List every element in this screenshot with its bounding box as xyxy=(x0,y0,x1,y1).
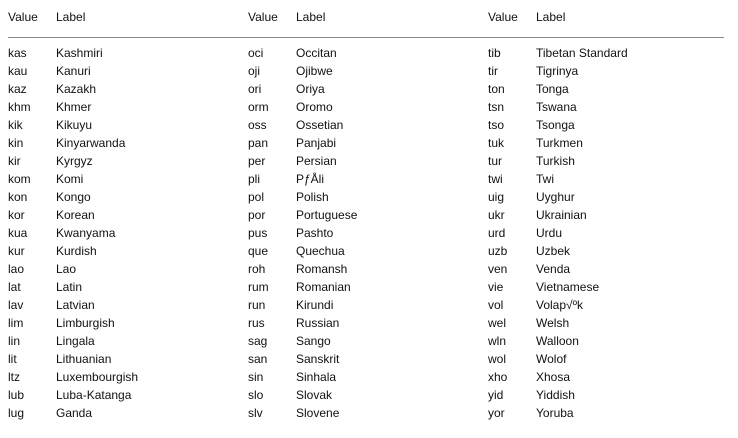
table-row xyxy=(248,350,488,368)
cell-label: Sinhala xyxy=(296,370,337,384)
header-value: Value xyxy=(248,10,278,24)
cell-value: kur xyxy=(8,244,25,258)
cell-label: Luxembourgish xyxy=(56,370,139,384)
cell-value: wln xyxy=(488,334,507,348)
cell-value: kor xyxy=(8,208,25,222)
cell-value: khm xyxy=(8,100,31,114)
cell-label: Khmer xyxy=(56,100,92,114)
table-row xyxy=(488,134,728,152)
cell-value: wol xyxy=(488,352,507,366)
cell-label: Romanian xyxy=(296,280,351,294)
header-label: Label xyxy=(56,10,86,24)
table-row xyxy=(8,368,248,386)
cell-label: Lingala xyxy=(56,334,95,348)
table-row xyxy=(8,206,248,224)
cell-label: Venda xyxy=(536,262,571,276)
cell-value: sag xyxy=(248,334,268,348)
cell-label: Romansh xyxy=(296,262,348,276)
table-row xyxy=(488,350,728,368)
cell-label: Korean xyxy=(56,208,95,222)
cell-value: lao xyxy=(8,262,25,276)
cell-value: urd xyxy=(488,226,506,240)
cell-label: Kurdish xyxy=(56,244,97,258)
table-row xyxy=(8,80,248,98)
cell-label: Welsh xyxy=(536,316,570,330)
table-row xyxy=(248,206,488,224)
table-row xyxy=(8,332,248,350)
table-row xyxy=(8,188,248,206)
table-row xyxy=(8,44,248,62)
table-row xyxy=(8,224,248,242)
table-row xyxy=(488,170,728,188)
cell-value: orm xyxy=(248,100,269,114)
table-row xyxy=(8,350,248,368)
cell-label: Yoruba xyxy=(536,406,574,420)
cell-label: Tswana xyxy=(536,100,577,114)
table-row xyxy=(248,278,488,296)
table-row xyxy=(488,260,728,278)
cell-label: Uyghur xyxy=(536,190,575,204)
table-row xyxy=(248,62,488,80)
table-row xyxy=(248,386,488,404)
table-row xyxy=(248,296,488,314)
cell-value: kua xyxy=(8,226,28,240)
table-row xyxy=(488,62,728,80)
cell-value: kin xyxy=(8,136,24,150)
cell-label: Limburgish xyxy=(56,316,115,330)
cell-label: Occitan xyxy=(296,46,337,60)
table-column-2 xyxy=(248,8,488,420)
table-row xyxy=(248,404,488,422)
cell-label: Portuguese xyxy=(296,208,358,222)
table-row xyxy=(8,62,248,80)
cell-value: lin xyxy=(8,334,21,348)
cell-value: xho xyxy=(488,370,508,384)
cell-value: ltz xyxy=(8,370,20,384)
cell-value: oss xyxy=(248,118,267,132)
cell-value: kik xyxy=(8,118,23,132)
table-row xyxy=(8,260,248,278)
cell-value: uig xyxy=(488,190,505,204)
cell-value: lub xyxy=(8,388,25,402)
table-row xyxy=(248,260,488,278)
cell-label: Polish xyxy=(296,190,329,204)
table-row xyxy=(8,116,248,134)
cell-value: pus xyxy=(248,226,268,240)
table-row xyxy=(8,134,248,152)
cell-value: ori xyxy=(248,82,262,96)
cell-label: Urdu xyxy=(536,226,563,240)
column-header xyxy=(488,8,728,26)
cell-value: kas xyxy=(8,46,27,60)
cell-label: Kikuyu xyxy=(56,118,93,132)
cell-label: Kongo xyxy=(56,190,91,204)
cell-value: pan xyxy=(248,136,269,150)
table-row xyxy=(8,278,248,296)
table-row xyxy=(8,296,248,314)
cell-label: Volap√ºk xyxy=(536,298,583,312)
cell-label: Xhosa xyxy=(536,370,571,384)
cell-label: Tigrinya xyxy=(536,64,579,78)
cell-value: ukr xyxy=(488,208,505,222)
cell-value: vol xyxy=(488,298,504,312)
table-row xyxy=(488,332,728,350)
cell-label: Luba-Katanga xyxy=(56,388,132,402)
table-row xyxy=(8,242,248,260)
cell-label: Persian xyxy=(296,154,337,168)
header-label: Label xyxy=(296,10,326,24)
cell-value: kau xyxy=(8,64,28,78)
table-row xyxy=(488,98,728,116)
table-row xyxy=(488,116,728,134)
cell-value: slo xyxy=(248,388,264,402)
cell-value: oci xyxy=(248,46,264,60)
table-row xyxy=(248,332,488,350)
cell-label: Vietnamese xyxy=(536,280,600,294)
cell-label: Ukrainian xyxy=(536,208,587,222)
cell-value: por xyxy=(248,208,266,222)
cell-value: kaz xyxy=(8,82,27,96)
cell-value: tib xyxy=(488,46,501,60)
table-row xyxy=(248,242,488,260)
table-column-3 xyxy=(488,8,728,420)
cell-label: Oriya xyxy=(296,82,325,96)
cell-value: que xyxy=(248,244,269,258)
cell-label: Russian xyxy=(296,316,340,330)
cell-value: san xyxy=(248,352,268,366)
cell-value: rus xyxy=(248,316,265,330)
cell-value: lit xyxy=(8,352,17,366)
cell-label: PƒÅli xyxy=(296,172,325,186)
table-row xyxy=(488,224,728,242)
cell-label: Wolof xyxy=(536,352,567,366)
column-header xyxy=(8,8,248,26)
cell-label: Uzbek xyxy=(536,244,571,258)
cell-value: vie xyxy=(488,280,504,294)
cell-label: Kinyarwanda xyxy=(56,136,126,150)
cell-value: roh xyxy=(248,262,266,276)
cell-label: Turkmen xyxy=(536,136,583,150)
table-body xyxy=(488,44,728,422)
table-column-1 xyxy=(8,8,248,420)
cell-label: Yiddish xyxy=(536,388,575,402)
cell-label: Tsonga xyxy=(536,118,575,132)
table-row xyxy=(8,314,248,332)
table-row xyxy=(488,368,728,386)
cell-label: Latvian xyxy=(56,298,95,312)
table-row xyxy=(8,404,248,422)
cell-value: slv xyxy=(248,406,263,420)
cell-label: Quechua xyxy=(296,244,345,258)
cell-value: per xyxy=(248,154,266,168)
cell-label: Kashmiri xyxy=(56,46,103,60)
cell-label: Kanuri xyxy=(56,64,91,78)
cell-value: rum xyxy=(248,280,269,294)
cell-label: Lithuanian xyxy=(56,352,112,366)
table-row xyxy=(8,152,248,170)
table-body xyxy=(248,44,488,422)
cell-value: pli xyxy=(248,172,261,186)
cell-value: tsn xyxy=(488,100,505,114)
cell-label: Sanskrit xyxy=(296,352,340,366)
cell-label: Tonga xyxy=(536,82,569,96)
table-row xyxy=(248,44,488,62)
cell-value: yid xyxy=(488,388,504,402)
table-row xyxy=(488,242,728,260)
column-header xyxy=(248,8,488,26)
cell-label: Kyrgyz xyxy=(56,154,93,168)
header-value: Value xyxy=(488,10,518,24)
table-body xyxy=(8,44,248,422)
table-row xyxy=(488,278,728,296)
cell-label: Ojibwe xyxy=(296,64,333,78)
cell-label: Turkish xyxy=(536,154,575,168)
cell-value: wel xyxy=(488,316,507,330)
cell-value: pol xyxy=(248,190,265,204)
cell-label: Kwanyama xyxy=(56,226,116,240)
cell-label: Slovak xyxy=(296,388,333,402)
cell-value: tso xyxy=(488,118,505,132)
table-row xyxy=(8,98,248,116)
cell-value: lav xyxy=(8,298,24,312)
cell-value: ton xyxy=(488,82,505,96)
table-row xyxy=(488,206,728,224)
table-row xyxy=(488,188,728,206)
cell-label: Lao xyxy=(56,262,77,276)
cell-value: lat xyxy=(8,280,21,294)
cell-value: tuk xyxy=(488,136,505,150)
cell-value: yor xyxy=(488,406,505,420)
table-row xyxy=(248,80,488,98)
cell-label: Ossetian xyxy=(296,118,344,132)
cell-label: Kazakh xyxy=(56,82,97,96)
cell-label: Ganda xyxy=(56,406,93,420)
table-row xyxy=(488,296,728,314)
cell-value: run xyxy=(248,298,266,312)
cell-value: uzb xyxy=(488,244,508,258)
table-row xyxy=(248,98,488,116)
cell-label: Sango xyxy=(296,334,331,348)
cell-value: ven xyxy=(488,262,508,276)
table-row xyxy=(488,152,728,170)
cell-value: kon xyxy=(8,190,28,204)
cell-value: oji xyxy=(248,64,261,78)
table-row xyxy=(488,404,728,422)
table-row xyxy=(488,80,728,98)
table-row xyxy=(248,134,488,152)
cell-value: kom xyxy=(8,172,31,186)
table-row xyxy=(248,368,488,386)
cell-label: Tibetan Standard xyxy=(536,46,628,60)
table-row xyxy=(248,188,488,206)
cell-label: Latin xyxy=(56,280,83,294)
cell-label: Oromo xyxy=(296,100,333,114)
cell-value: sin xyxy=(248,370,264,384)
table-row xyxy=(8,170,248,188)
cell-label: Twi xyxy=(536,172,554,186)
table-row xyxy=(488,386,728,404)
cell-label: Kirundi xyxy=(296,298,334,312)
cell-value: lug xyxy=(8,406,25,420)
table-row xyxy=(488,314,728,332)
table-row xyxy=(248,224,488,242)
table-row xyxy=(248,314,488,332)
header-label: Label xyxy=(536,10,566,24)
table-row xyxy=(8,386,248,404)
cell-value: tur xyxy=(488,154,503,168)
table-row xyxy=(248,152,488,170)
cell-label: Panjabi xyxy=(296,136,337,150)
table-row xyxy=(488,44,728,62)
table-row xyxy=(248,116,488,134)
cell-label: Pashto xyxy=(296,226,334,240)
cell-value: twi xyxy=(488,172,503,186)
table-row xyxy=(248,170,488,188)
cell-value: lim xyxy=(8,316,24,330)
header-value: Value xyxy=(8,10,38,24)
cell-label: Slovene xyxy=(296,406,340,420)
cell-label: Walloon xyxy=(536,334,579,348)
cell-value: kir xyxy=(8,154,21,168)
cell-value: tir xyxy=(488,64,498,78)
cell-label: Komi xyxy=(56,172,84,186)
